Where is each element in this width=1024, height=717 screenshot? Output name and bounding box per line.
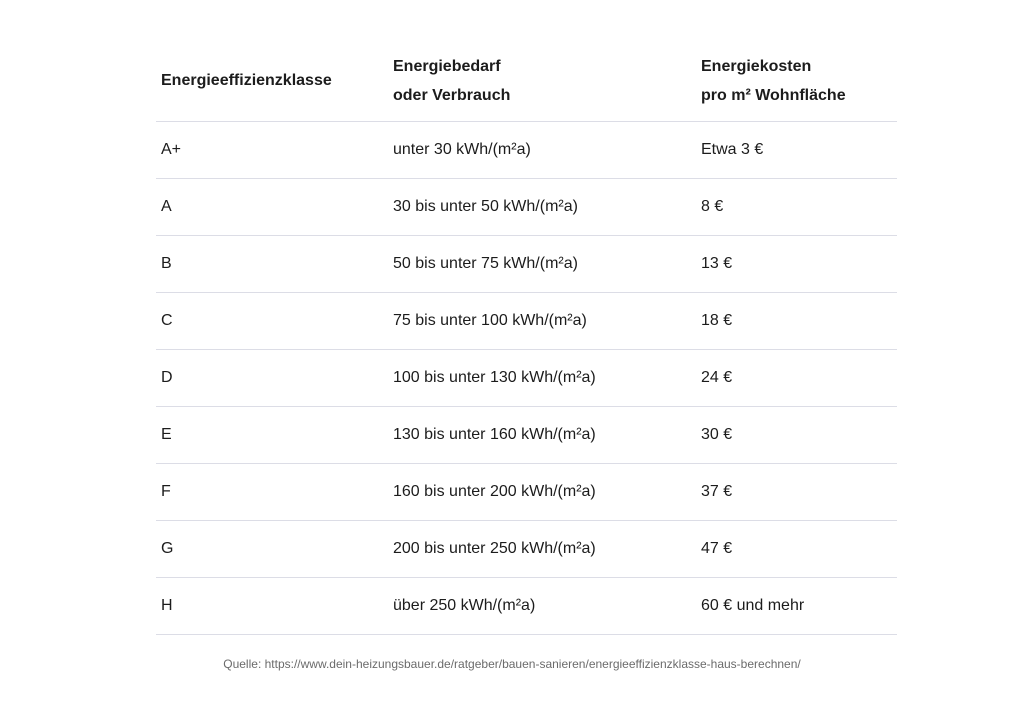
cell-bedarf: 50 bis unter 75 kWh/(m²a) — [388, 236, 696, 293]
header-energiekosten — [696, 44, 897, 122]
table-row — [156, 578, 897, 635]
cell-kosten: 24 € — [696, 350, 897, 407]
cell-klasse: G — [156, 521, 388, 578]
cell-bedarf: 100 bis unter 130 kWh/(m²a) — [388, 350, 696, 407]
table-row — [156, 521, 897, 578]
cell-kosten: 60 € und mehr — [696, 578, 897, 635]
header-line: pro m² Wohnfläche — [701, 86, 846, 104]
cell-klasse: H — [156, 578, 388, 635]
cell-klasse: D — [156, 350, 388, 407]
cell-bedarf: unter 30 kWh/(m²a) — [388, 122, 696, 179]
header-line: oder Verbrauch — [393, 86, 511, 104]
cell-kosten: 13 € — [696, 236, 897, 293]
cell-klasse: F — [156, 464, 388, 521]
table-body — [156, 122, 897, 635]
table-row — [156, 179, 897, 236]
cell-kosten: 47 € — [696, 521, 897, 578]
table-row — [156, 407, 897, 464]
cell-klasse: A — [156, 179, 388, 236]
cell-bedarf: 30 bis unter 50 kWh/(m²a) — [388, 179, 696, 236]
cell-klasse: E — [156, 407, 388, 464]
table-header — [156, 44, 897, 122]
table-row — [156, 464, 897, 521]
cell-kosten: 8 € — [696, 179, 897, 236]
table-row — [156, 236, 897, 293]
cell-bedarf: 200 bis unter 250 kWh/(m²a) — [388, 521, 696, 578]
cell-bedarf: 75 bis unter 100 kWh/(m²a) — [388, 293, 696, 350]
table-row — [156, 350, 897, 407]
header-line: Energiebedarf — [393, 57, 501, 75]
header-energiebedarf — [388, 44, 696, 122]
energy-class-table — [156, 44, 897, 635]
table-row — [156, 122, 897, 179]
header-row — [156, 44, 897, 122]
cell-kosten: 18 € — [696, 293, 897, 350]
source-caption: Quelle: https://www.dein-heizungsbauer.de/ratgeber/bauen-sanieren/energieeffizienzklasse-haus-berechnen/ — [223, 657, 801, 671]
cell-kosten: Etwa 3 € — [696, 122, 897, 179]
cell-bedarf: 130 bis unter 160 kWh/(m²a) — [388, 407, 696, 464]
cell-kosten: 37 € — [696, 464, 897, 521]
energy-class-table-container — [156, 44, 897, 635]
header-line: Energieeffizienzklasse — [161, 72, 332, 89]
cell-klasse: B — [156, 236, 388, 293]
table-row — [156, 293, 897, 350]
cell-kosten: 30 € — [696, 407, 897, 464]
header-line: Energiekosten — [701, 57, 812, 75]
cell-bedarf: über 250 kWh/(m²a) — [388, 578, 696, 635]
cell-klasse: A+ — [156, 122, 388, 179]
cell-bedarf: 160 bis unter 200 kWh/(m²a) — [388, 464, 696, 521]
header-energieeffizienzklasse — [156, 44, 388, 122]
cell-klasse: C — [156, 293, 388, 350]
